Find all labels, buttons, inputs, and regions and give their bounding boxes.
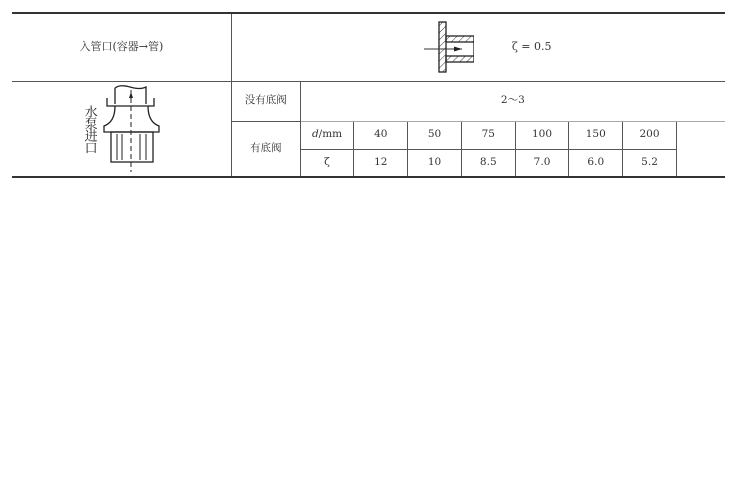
- zeta-value: 10: [408, 149, 462, 177]
- zeta-header: ζ: [300, 149, 354, 177]
- no-bottom-valve-value: 2～3: [300, 81, 725, 121]
- zeta-value: 8.5: [461, 149, 515, 177]
- pump-inlet-label: 水泵进口: [81, 104, 97, 153]
- with-bottom-valve-label: 有底阀: [231, 121, 300, 177]
- row-pump-no-valve: [12, 81, 725, 121]
- pipe-inlet-value-cell: [231, 13, 725, 81]
- pipe-inlet-zeta-value: ζ = 0.5: [511, 40, 552, 54]
- zeta-value: 12: [354, 149, 408, 177]
- pump-inlet-diagram-icon: [102, 84, 162, 174]
- diameter-value: 75: [461, 121, 515, 149]
- diameter-value: 150: [569, 121, 623, 149]
- pipe-inlet-label: 入管口(容器→管): [12, 13, 231, 81]
- diameter-header: d/mm: [300, 121, 354, 149]
- pipe-inlet-diagram-icon: [394, 14, 474, 80]
- diameter-value: 100: [515, 121, 569, 149]
- diameter-value: 200: [623, 121, 677, 149]
- no-bottom-valve-label: 没有底阀: [231, 81, 300, 121]
- diameter-value: 40: [354, 121, 408, 149]
- row-pipe-inlet: [12, 13, 725, 81]
- resistance-coefficient-table: [12, 12, 725, 178]
- zeta-value: 5.2: [623, 149, 677, 177]
- zeta-value: 7.0: [515, 149, 569, 177]
- pump-inlet-cell: [12, 81, 231, 177]
- zeta-value: 6.0: [569, 149, 623, 177]
- diameter-value: 50: [408, 121, 462, 149]
